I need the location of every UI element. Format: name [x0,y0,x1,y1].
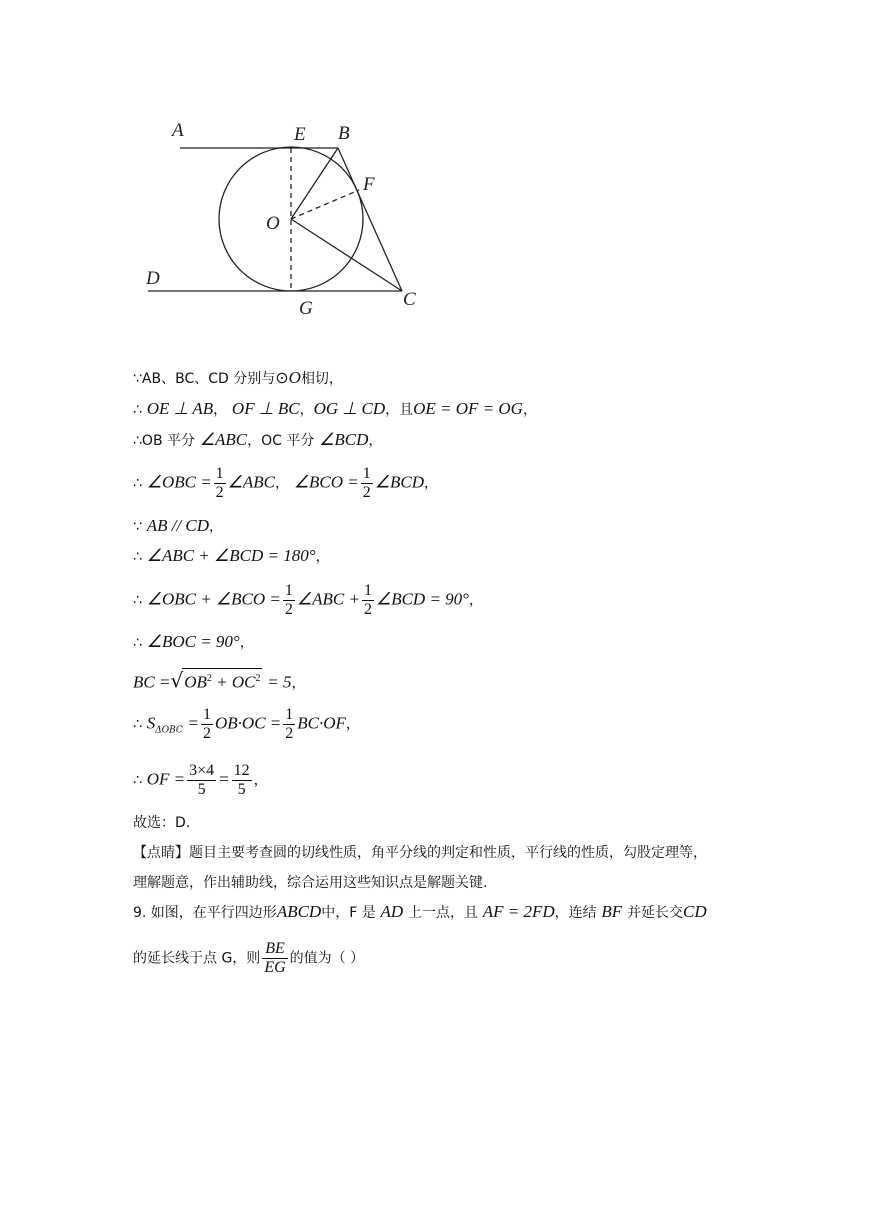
label-e: E [294,124,306,145]
line-pythagoras: BC $=√OB^2 + OC^2 = 5$， [133,668,306,693]
line-bisectors: ∴OB 平分 ∠ABC，OC 平分 ∠BCD， [133,430,383,449]
line-question-9-cont: 的延长线于点 G，则 $\frac{BE}{EG}$ 的值为（ ） [133,940,365,976]
label-d: D [146,268,160,289]
label-o: O [266,213,280,234]
line-angle-sum: ∴ ∠ABC + ∠BCD = 180°， [133,546,330,565]
line-half-angles: ∴ ∠OBC = $\frac{1}{2}$ ∠ABC， ∠BCO = $\frac{1}{2}$ ∠BCD， [133,465,439,501]
line-half-sum: ∴ ∠OBC + ∠BCO = $\frac{1}{2}$ ∠ABC + $\frac{1}{2}$ ∠BCD = 90°， [133,582,483,618]
segment-ob [291,148,338,219]
line-of-value: ∴ OF = $\frac{3\times 4}{5}$ = $\frac{12}{5}$ ， [133,762,268,798]
line-perpendiculars: ∴ OE ⊥ AB， OF ⊥ BC，OG ⊥ CD，且OE = OF = OG， [133,399,537,418]
label-c: C [403,289,416,310]
geometry-figure [130,110,430,325]
line-question-9: 9. 如图，在平行四边形ABCD中，F 是 AD 上一点，且 AF = 2FD，连结 BF 并延长交CD [133,902,707,921]
label-a: A [172,120,184,141]
label-b: B [338,123,350,144]
line-right-angle: ∴ ∠BOC = 90°， [133,632,254,651]
line-comment-2: 理解题意，作出辅助线，综合运用这些知识点是解题关键. [133,875,488,891]
line-comment-1: 【点睛】题目主要考查圆的切线性质，角平分线的判定和性质，平行线的性质，勾股定理等， [133,845,707,861]
label-g: G [299,298,313,319]
line-area: ∴ $S_{\Delta OBC}$ = $\frac{1}{2}$ OB·OC = $\frac{1}{2}$ BC·OF， [133,706,360,742]
line-parallel: ∵ AB // CD， [133,516,224,535]
line-tangent-statement: ∵AB、BC、CD 分别与⊙O相切， [133,368,343,387]
line-answer: 故选：D. [133,815,191,831]
label-f: F [363,174,375,195]
